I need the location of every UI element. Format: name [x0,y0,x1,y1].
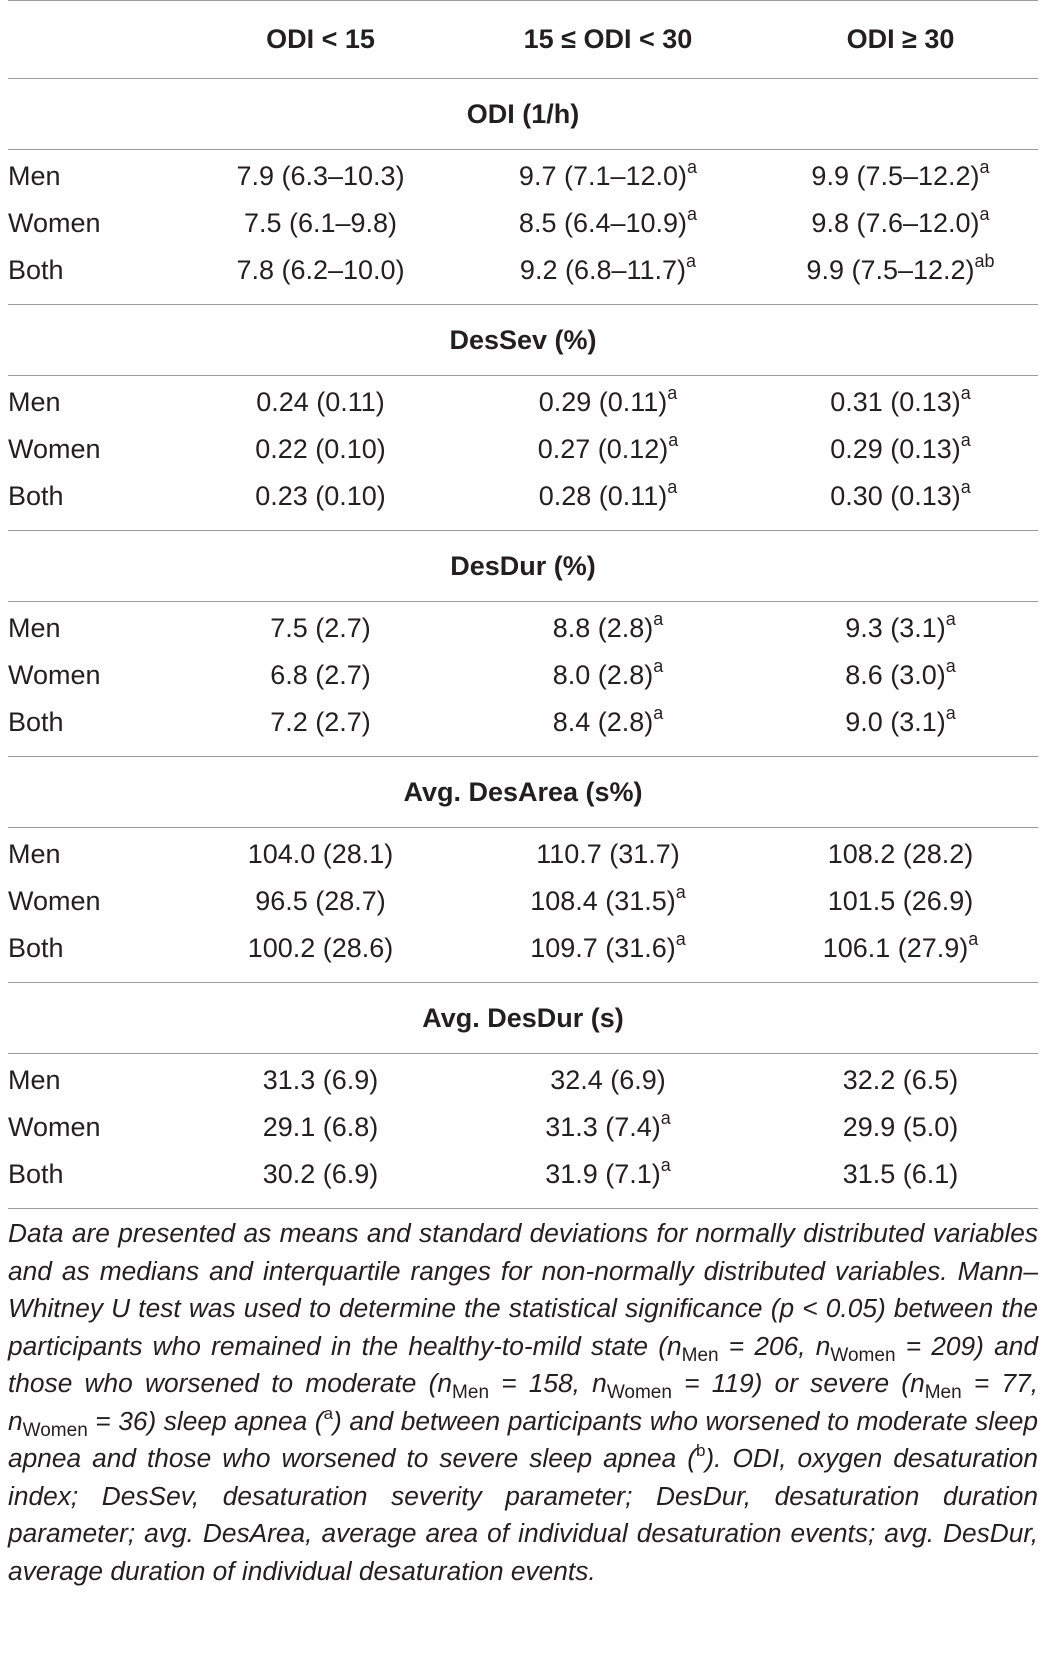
row-label: Men [8,613,61,643]
footnote-n: n [667,1330,682,1361]
table-row [8,153,1038,200]
cell-odi-lt-15 [188,709,453,736]
cell-value: 0.29 (0.11) [538,387,668,417]
cell-odi-lt-15 [188,662,453,689]
row-label: Women [8,660,101,690]
significance-marker: a [960,477,971,497]
cell-value: 0.22 (0.10) [255,434,386,464]
table-row [8,878,1038,925]
cell-value: 0.29 (0.13) [830,434,961,464]
significance-marker: a [667,477,678,497]
cell-odi-15-30 [453,703,763,737]
table-row [8,831,1038,878]
significance-marker: a [667,383,678,403]
cell-odi-lt-15 [188,257,453,284]
cell-odi-15-30 [453,251,763,285]
footnote-text: = 209) and those who worsened to moderate ( [8,1330,1038,1398]
table-row [8,699,1038,746]
cell-odi-lt-15 [188,1161,453,1188]
footnote-sup: a [323,1403,334,1423]
significance-marker: a [653,656,664,676]
section-bottom-rule [8,1208,1038,1209]
footnote-sub: Women [22,1419,88,1441]
cell-odi-lt-15 [188,436,453,463]
cell-value: 8.0 (2.8) [552,660,654,690]
cell-odi-ge-30 [763,703,1038,737]
cell-value: 0.31 (0.13) [830,387,961,417]
cell-value: 0.28 (0.11) [538,481,668,511]
significance-marker: a [968,929,979,949]
row-label: Men [8,839,61,869]
cell-value: 31.3 (6.9) [262,1065,379,1095]
significance-marker: a [675,882,686,902]
footnote-n: n [592,1368,607,1398]
footnote-sub: Men [681,1344,719,1366]
table-row [8,652,1038,699]
header-odi-lt-15: ODI < 15 [266,24,375,54]
cell-odi-15-30 [453,430,763,464]
row-label: Men [8,161,61,191]
cell-value: 31.5 (6.1) [842,1159,959,1189]
table-row [8,1057,1038,1104]
row-label: Both [8,1159,64,1189]
cell-value: 108.4 (31.5) [530,886,676,916]
cell-odi-ge-30 [763,929,1038,963]
section-rows [8,376,1044,530]
header-odi-ge-30: ODI ≥ 30 [846,24,955,54]
cell-value: 7.5 (6.1–9.8) [243,208,398,238]
footnote-text: = 206, [718,1330,816,1361]
cell-value: 106.1 (27.9) [822,933,969,963]
significance-marker: a [653,609,664,629]
cell-value: 9.9 (7.5–12.2) [811,161,980,191]
cell-odi-15-30 [453,477,763,511]
cell-odi-ge-30 [763,841,1038,868]
table-body [8,79,1044,1209]
significance-marker: a [945,656,956,676]
row-label: Men [8,1065,61,1095]
cell-value: 108.2 (28.2) [827,839,974,869]
table-row [8,247,1038,294]
cell-value: 9.2 (6.8–11.7) [519,255,687,285]
cell-value: 32.2 (6.5) [842,1065,959,1095]
footnote-text: = 119) or severe ( [671,1368,911,1398]
cell-value: 0.23 (0.10) [255,481,386,511]
table-footnote [8,1215,1038,1590]
footnote-sub: Women [830,1344,896,1366]
significance-marker: a [979,204,990,224]
cell-value: 110.7 (31.7) [536,839,680,869]
table-row [8,925,1038,972]
cell-odi-15-30 [453,157,763,191]
cell-odi-15-30 [453,609,763,643]
row-label: Both [8,933,64,963]
cell-odi-15-30 [453,383,763,417]
footnote-sub: Men [924,1382,962,1403]
significance-marker: a [687,157,698,177]
significance-marker: a [653,703,664,723]
table-row [8,379,1038,426]
cell-value: 6.8 (2.7) [270,660,371,690]
cell-value: 9.9 (7.5–12.2) [806,255,975,285]
footnote-sup: b [695,1441,706,1460]
significance-marker: a [686,251,697,271]
cell-odi-ge-30 [763,157,1038,191]
cell-odi-ge-30 [763,1114,1038,1141]
cell-value: 7.9 (6.3–10.3) [236,161,405,191]
cell-odi-15-30 [453,882,763,916]
table-row [8,473,1038,520]
cell-odi-15-30 [453,204,763,238]
cell-odi-lt-15 [188,888,453,915]
cell-value: 96.5 (28.7) [255,886,386,916]
cell-odi-ge-30 [763,383,1038,417]
cell-value: 8.4 (2.8) [552,707,654,737]
section-rows [8,1054,1044,1208]
footnote-text: = 77, [961,1368,1039,1398]
significance-marker: a [660,1155,671,1175]
significance-marker: ab [974,251,995,271]
footnote-n: n [437,1368,453,1398]
table-header-row [8,1,1038,78]
header-odi-15-30: 15 ≤ ODI < 30 [523,24,693,54]
footnote-text: ) and between participants who worsened to moderate sleep apnea and those who worsened to severe sleep apnea ( [8,1405,1038,1473]
significance-marker: a [660,1108,671,1128]
section-title: DesDur (%) [450,550,596,581]
cell-value: 0.27 (0.12) [537,434,669,464]
cell-odi-ge-30 [763,656,1038,690]
cell-value: 29.1 (6.8) [262,1112,379,1142]
cell-odi-lt-15 [188,615,453,642]
cell-value: 0.30 (0.13) [830,481,961,511]
footnote-n: n [910,1368,925,1398]
cell-value: 7.2 (2.7) [270,707,371,737]
section-title: Avg. DesDur (s) [422,1002,624,1033]
row-label: Men [8,387,61,417]
row-label: Both [8,481,64,511]
cell-odi-15-30 [453,929,763,963]
section-rows [8,602,1044,756]
significance-marker: a [960,383,971,403]
cell-odi-15-30 [453,1067,763,1094]
significance-marker: a [945,609,956,629]
table-row [8,426,1038,473]
row-label: Women [8,434,101,464]
cell-odi-lt-15 [188,483,453,510]
cell-value: 8.6 (3.0) [845,660,946,690]
cell-odi-lt-15 [188,389,453,416]
table-row [8,1151,1038,1198]
cell-value: 9.8 (7.6–12.0) [811,208,980,238]
significance-marker: a [945,703,956,723]
row-label: Women [8,1112,101,1142]
footnote-sub: Men [452,1382,490,1403]
cell-odi-lt-15 [188,841,453,868]
cell-odi-15-30 [453,1155,763,1189]
cell-value: 30.2 (6.9) [262,1159,379,1189]
cell-value: 7.5 (2.7) [270,613,371,643]
footnote-sub: Women [606,1382,672,1403]
cell-value: 31.9 (7.1) [545,1159,661,1189]
cell-value: 0.24 (0.11) [256,387,385,417]
cell-value: 32.4 (6.9) [550,1065,666,1095]
cell-odi-ge-30 [763,888,1038,915]
row-label: Both [8,255,64,285]
cell-value: 8.5 (6.4–10.9) [518,208,688,238]
cell-odi-ge-30 [763,477,1038,511]
cell-odi-lt-15 [188,1114,453,1141]
cell-odi-ge-30 [763,251,1038,285]
significance-marker: a [979,157,990,177]
section-rows [8,150,1044,304]
cell-value: 31.3 (7.4) [545,1112,661,1142]
cell-value: 29.9 (5.0) [842,1112,959,1142]
cell-value: 9.3 (3.1) [845,613,946,643]
cell-odi-lt-15 [188,1067,453,1094]
cell-value: 9.7 (7.1–12.0) [518,161,688,191]
row-label: Both [8,707,64,737]
significance-marker: a [687,204,698,224]
section-rows [8,828,1044,982]
section-title: DesSev (%) [449,324,597,355]
significance-marker: a [675,929,686,949]
cell-odi-lt-15 [188,210,453,237]
significance-marker: a [960,430,971,450]
footnote-n: n [815,1330,831,1361]
footnote-text: = 158, [489,1368,593,1398]
section-title: Avg. DesArea (s%) [403,776,643,807]
cell-odi-ge-30 [763,609,1038,643]
section-title: ODI (1/h) [466,98,580,129]
cell-value: 9.0 (3.1) [845,707,946,737]
cell-odi-lt-15 [188,935,453,962]
cell-value: 104.0 (28.1) [247,839,394,869]
cell-value: 100.2 (28.6) [247,933,394,963]
cell-odi-lt-15 [188,163,453,190]
row-label: Women [8,886,101,916]
footnote-text: Data are presented as means and standard deviations for normally distributed variables and as medians and interquartile ranges for non-normally distributed variables. Mann–Whitney U test was used to determine the statistical significance (p < 0.05) between the participants who remained in the healthy-to-mild state ( [8,1218,1038,1361]
cell-odi-ge-30 [763,204,1038,238]
footnote-text: = 36) sleep apnea ( [87,1405,324,1436]
cell-odi-ge-30 [763,1161,1038,1188]
cell-odi-ge-30 [763,430,1038,464]
cell-odi-15-30 [453,1108,763,1142]
cell-value: 109.7 (31.6) [530,933,676,963]
table-row [8,200,1038,247]
table-row [8,1104,1038,1151]
cell-value: 101.5 (26.9) [827,886,974,916]
cell-odi-15-30 [453,656,763,690]
significance-marker: a [668,430,679,450]
table-row [8,605,1038,652]
footnote-text: ). ODI, oxygen desaturation index; DesSev, desaturation severity parameter; DesDur, desaturation duration parameter; avg. DesArea, average area of individual desaturation events; avg. DesDur, average duration of individual desaturation events. [8,1443,1038,1586]
row-label: Women [8,208,101,238]
cell-value: 7.8 (6.2–10.0) [236,255,405,285]
cell-value: 8.8 (2.8) [552,613,654,643]
cell-odi-ge-30 [763,1067,1038,1094]
cell-odi-15-30 [453,841,763,868]
footnote-n: n [8,1405,23,1436]
